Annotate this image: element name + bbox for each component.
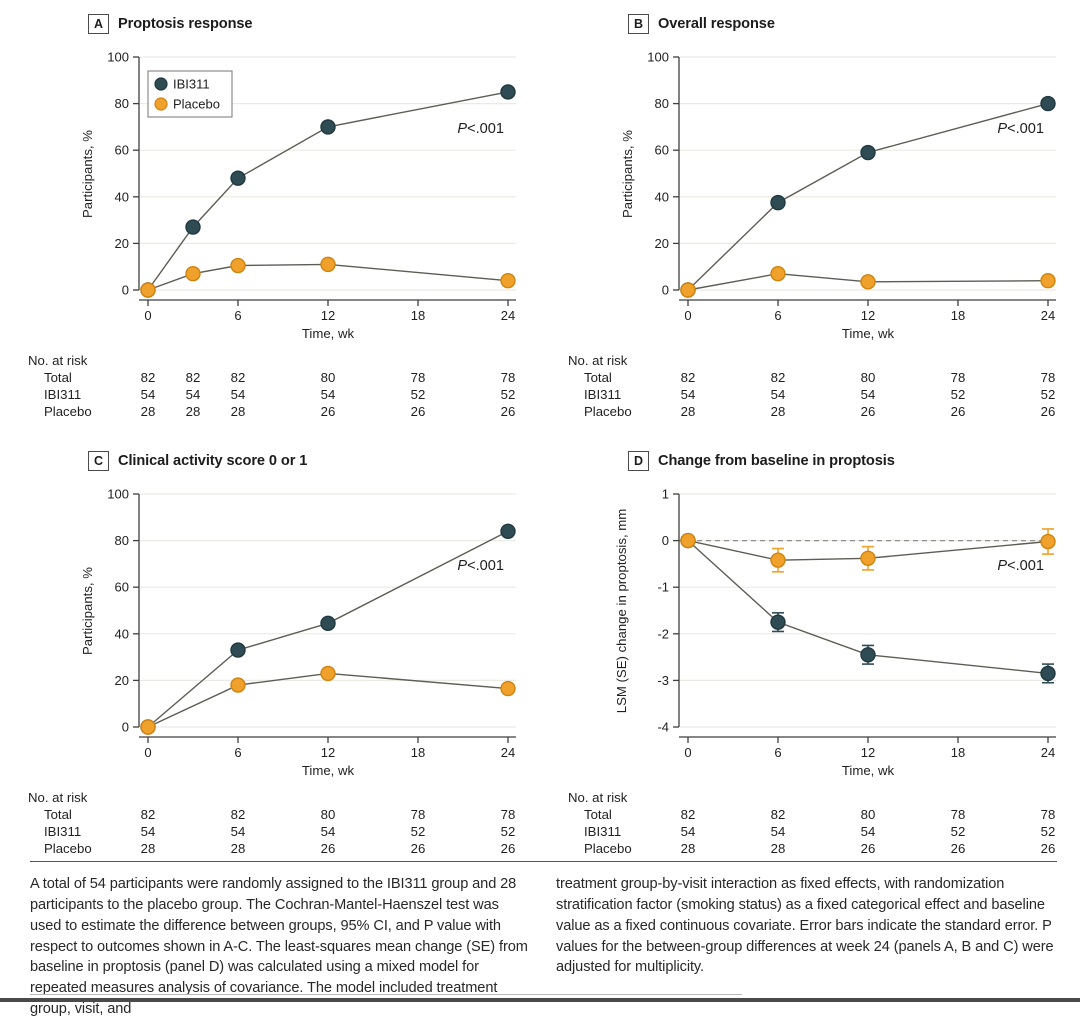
x-tick-label: 6: [774, 308, 782, 323]
risk-value: 28: [680, 841, 696, 856]
y-tick-label: 100: [107, 49, 129, 65]
panel-b-letter: B: [628, 14, 649, 34]
risk-value: 28: [140, 841, 156, 856]
y-axis-title: LSM (SE) change in proptosis, mm: [614, 508, 629, 714]
figure-caption-right: treatment group-by-visit interaction as fixed effects, with randomization stratification factor (smoking status) as a fixed categorical effect and baseline value as a fixed continuous covariate. Error bars indicate the standard error. P values for the between-group differences at week 24 (panels A, B and C) were adjusted for multiplicity.: [556, 876, 1054, 976]
risk-value: 82: [680, 807, 696, 822]
x-tick-label: 18: [410, 308, 426, 323]
risk-row-label: Placebo: [44, 404, 92, 419]
risk-value: 78: [950, 807, 966, 822]
y-tick-label: 80: [114, 96, 129, 112]
risk-value: 26: [1040, 841, 1056, 856]
risk-table-header: No. at risk: [28, 790, 88, 805]
y-tick-label: 60: [654, 142, 669, 158]
panel-d-letter: D: [628, 451, 649, 471]
x-tick-label: 0: [684, 308, 692, 323]
risk-value: 54: [860, 824, 876, 839]
data-point-placebo: [681, 283, 695, 297]
panel-c-header: [88, 451, 307, 471]
risk-value: 28: [185, 404, 201, 419]
data-point-placebo: [231, 678, 245, 692]
risk-value: 78: [1040, 807, 1056, 822]
y-tick-label: 20: [114, 672, 129, 688]
data-point-placebo: [1041, 535, 1055, 549]
bottom-thin-rule: [30, 994, 742, 995]
y-tick-label: -4: [657, 719, 669, 735]
risk-value: 26: [950, 841, 966, 856]
risk-row-label: Placebo: [584, 404, 632, 419]
y-tick-label: 0: [121, 719, 129, 735]
x-tick-label: 6: [234, 745, 242, 760]
risk-value: 28: [140, 404, 156, 419]
p-value-label: P<.001: [457, 121, 504, 137]
x-tick-label: 24: [1040, 308, 1056, 323]
risk-value: 26: [860, 841, 876, 856]
risk-value: 28: [770, 404, 786, 419]
panel-c-chart: [0, 437, 540, 862]
risk-value: 52: [500, 387, 516, 402]
risk-value: 82: [140, 807, 156, 822]
x-tick-label: 24: [500, 745, 516, 760]
risk-value: 82: [680, 370, 696, 385]
data-point-placebo: [861, 551, 875, 565]
data-point-ibi311: [186, 220, 200, 234]
data-point-ibi311: [321, 120, 335, 134]
data-point-ibi311: [1041, 97, 1055, 111]
risk-value: 54: [320, 824, 336, 839]
panel-d-title: Change from baseline in proptosis: [658, 453, 895, 469]
risk-value: 78: [950, 370, 966, 385]
legend-marker-placebo: [155, 98, 167, 110]
risk-value: 54: [320, 387, 336, 402]
risk-value: 54: [185, 387, 201, 402]
x-tick-label: 0: [144, 745, 152, 760]
risk-row-label: Total: [584, 370, 612, 385]
x-tick-label: 24: [500, 308, 516, 323]
risk-row-label: Placebo: [44, 841, 92, 856]
data-point-ibi311: [771, 615, 785, 629]
bottom-thick-rule: [0, 998, 1080, 1002]
risk-row-label: Total: [44, 807, 72, 822]
y-tick-label: 0: [121, 282, 129, 298]
x-tick-label: 12: [320, 308, 336, 323]
y-tick-label: 80: [114, 533, 129, 549]
y-tick-label: 60: [114, 142, 129, 158]
risk-value: 80: [860, 807, 876, 822]
panel-c-letter: C: [88, 451, 109, 471]
risk-value: 54: [140, 387, 156, 402]
data-point-placebo: [231, 259, 245, 273]
data-point-placebo: [771, 553, 785, 567]
data-point-placebo: [186, 267, 200, 281]
y-tick-label: 80: [654, 96, 669, 112]
risk-value: 54: [770, 387, 786, 402]
p-value-label: P<.001: [997, 121, 1044, 137]
panel-a: [0, 0, 540, 425]
data-point-ibi311: [321, 616, 335, 630]
risk-value: 28: [680, 404, 696, 419]
x-tick-label: 12: [860, 308, 876, 323]
x-axis-title: Time, wk: [841, 763, 895, 778]
risk-value: 54: [230, 387, 246, 402]
panel-a-letter: A: [88, 14, 109, 34]
legend-label: IBI311: [173, 76, 210, 92]
y-axis-title: Participants, %: [80, 130, 95, 218]
x-tick-label: 24: [1040, 745, 1056, 760]
y-tick-label: 0: [661, 533, 669, 549]
y-tick-label: 40: [654, 189, 669, 205]
panel-d-header: [628, 451, 895, 471]
y-tick-label: -3: [657, 672, 669, 688]
risk-value: 52: [410, 387, 426, 402]
x-tick-label: 6: [774, 745, 782, 760]
risk-value: 26: [1040, 404, 1056, 419]
risk-value: 80: [860, 370, 876, 385]
risk-value: 82: [230, 370, 246, 385]
data-point-placebo: [501, 682, 515, 696]
legend-label: Placebo: [173, 96, 220, 112]
data-point-ibi311: [501, 85, 515, 99]
panel-c-title: Clinical activity score 0 or 1: [118, 453, 308, 469]
panel-a-title: Proptosis response: [118, 16, 253, 32]
y-tick-label: 100: [107, 486, 129, 502]
x-tick-label: 18: [950, 745, 966, 760]
panel-b-title: Overall response: [658, 16, 775, 32]
risk-row-label: Total: [584, 807, 612, 822]
risk-value: 26: [860, 404, 876, 419]
risk-value: 26: [410, 404, 426, 419]
y-axis-title: Participants, %: [620, 130, 635, 218]
risk-value: 52: [1040, 387, 1056, 402]
risk-value: 28: [230, 841, 246, 856]
risk-value: 26: [500, 841, 516, 856]
risk-value: 54: [680, 387, 696, 402]
panel-b: [540, 0, 1080, 425]
risk-value: 82: [230, 807, 246, 822]
risk-row-label: Placebo: [584, 841, 632, 856]
data-point-placebo: [1041, 274, 1055, 288]
risk-value: 80: [320, 807, 336, 822]
risk-value: 54: [770, 824, 786, 839]
risk-value: 82: [770, 807, 786, 822]
risk-value: 54: [230, 824, 246, 839]
data-point-placebo: [681, 534, 695, 548]
y-tick-label: 20: [114, 235, 129, 251]
risk-value: 78: [500, 370, 516, 385]
risk-value: 28: [770, 841, 786, 856]
risk-value: 26: [950, 404, 966, 419]
panel-a-chart: [0, 0, 540, 425]
x-tick-label: 18: [410, 745, 426, 760]
y-axis-title: Participants, %: [80, 567, 95, 655]
data-point-placebo: [321, 666, 335, 680]
panel-c: [0, 437, 540, 862]
risk-row-label: Total: [44, 370, 72, 385]
data-point-ibi311: [861, 648, 875, 662]
y-tick-label: 20: [654, 235, 669, 251]
risk-value: 26: [320, 841, 336, 856]
caption-top-rule: [30, 861, 1057, 862]
y-tick-label: 40: [114, 626, 129, 642]
risk-value: 26: [410, 841, 426, 856]
risk-row-label: IBI311: [584, 387, 622, 402]
risk-value: 82: [770, 370, 786, 385]
panel-b-header: [628, 14, 775, 34]
data-point-ibi311: [231, 643, 245, 657]
data-point-ibi311: [501, 524, 515, 538]
data-point-placebo: [771, 267, 785, 281]
data-point-placebo: [141, 720, 155, 734]
data-point-placebo: [141, 283, 155, 297]
p-value-label: P<.001: [457, 558, 504, 574]
x-tick-label: 12: [320, 745, 336, 760]
y-tick-label: 0: [661, 282, 669, 298]
risk-value: 80: [320, 370, 336, 385]
panel-b-chart: [540, 0, 1080, 425]
x-tick-label: 0: [684, 745, 692, 760]
risk-value: 82: [185, 370, 201, 385]
x-tick-label: 0: [144, 308, 152, 323]
x-axis-title: Time, wk: [841, 326, 895, 341]
risk-value: 54: [140, 824, 156, 839]
risk-value: 52: [500, 824, 516, 839]
y-tick-label: -1: [657, 579, 669, 595]
risk-value: 26: [320, 404, 336, 419]
data-point-placebo: [321, 257, 335, 271]
risk-value: 52: [950, 824, 966, 839]
x-axis-title: Time, wk: [301, 763, 355, 778]
risk-value: 54: [860, 387, 876, 402]
p-value-label: P<.001: [997, 558, 1044, 574]
risk-row-label: IBI311: [44, 824, 82, 839]
risk-value: 78: [500, 807, 516, 822]
x-tick-label: 6: [234, 308, 242, 323]
y-tick-label: 100: [647, 49, 669, 65]
data-point-ibi311: [231, 171, 245, 185]
x-axis-title: Time, wk: [301, 326, 355, 341]
risk-value: 78: [410, 807, 426, 822]
y-tick-label: 60: [114, 579, 129, 595]
risk-table-header: No. at risk: [568, 353, 628, 368]
y-tick-label: 1: [661, 486, 669, 502]
risk-value: 52: [410, 824, 426, 839]
risk-value: 82: [140, 370, 156, 385]
data-point-ibi311: [1041, 666, 1055, 680]
figure-caption-left: A total of 54 participants were randomly assigned to the IBI311 group and 28 participants to the placebo group. The Cochran-Mantel-Haenszel test was used to estimate the difference between groups, 95% CI, and P value with respect to outcomes shown in A-C. The least-squares mean change (SE) from baseline in proptosis (panel D) was calculated using a mixed model for repeated measures analysis of covariance. The model included treatment group, visit, and: [30, 876, 528, 1018]
risk-value: 52: [1040, 824, 1056, 839]
x-tick-label: 12: [860, 745, 876, 760]
risk-table-header: No. at risk: [568, 790, 628, 805]
risk-table-header: No. at risk: [28, 353, 88, 368]
risk-value: 78: [410, 370, 426, 385]
risk-value: 54: [680, 824, 696, 839]
panel-d: [540, 437, 1080, 862]
panel-a-header: [88, 14, 252, 34]
risk-value: 52: [950, 387, 966, 402]
data-point-ibi311: [771, 196, 785, 210]
panel-d-chart: [540, 437, 1080, 862]
data-point-ibi311: [861, 146, 875, 160]
risk-value: 78: [1040, 370, 1056, 385]
legend-marker-ibi311: [155, 78, 167, 90]
x-tick-label: 18: [950, 308, 966, 323]
risk-row-label: IBI311: [584, 824, 622, 839]
risk-row-label: IBI311: [44, 387, 82, 402]
risk-value: 26: [500, 404, 516, 419]
y-tick-label: 40: [114, 189, 129, 205]
data-point-placebo: [861, 275, 875, 289]
risk-value: 28: [230, 404, 246, 419]
y-tick-label: -2: [657, 626, 669, 642]
data-point-placebo: [501, 274, 515, 288]
